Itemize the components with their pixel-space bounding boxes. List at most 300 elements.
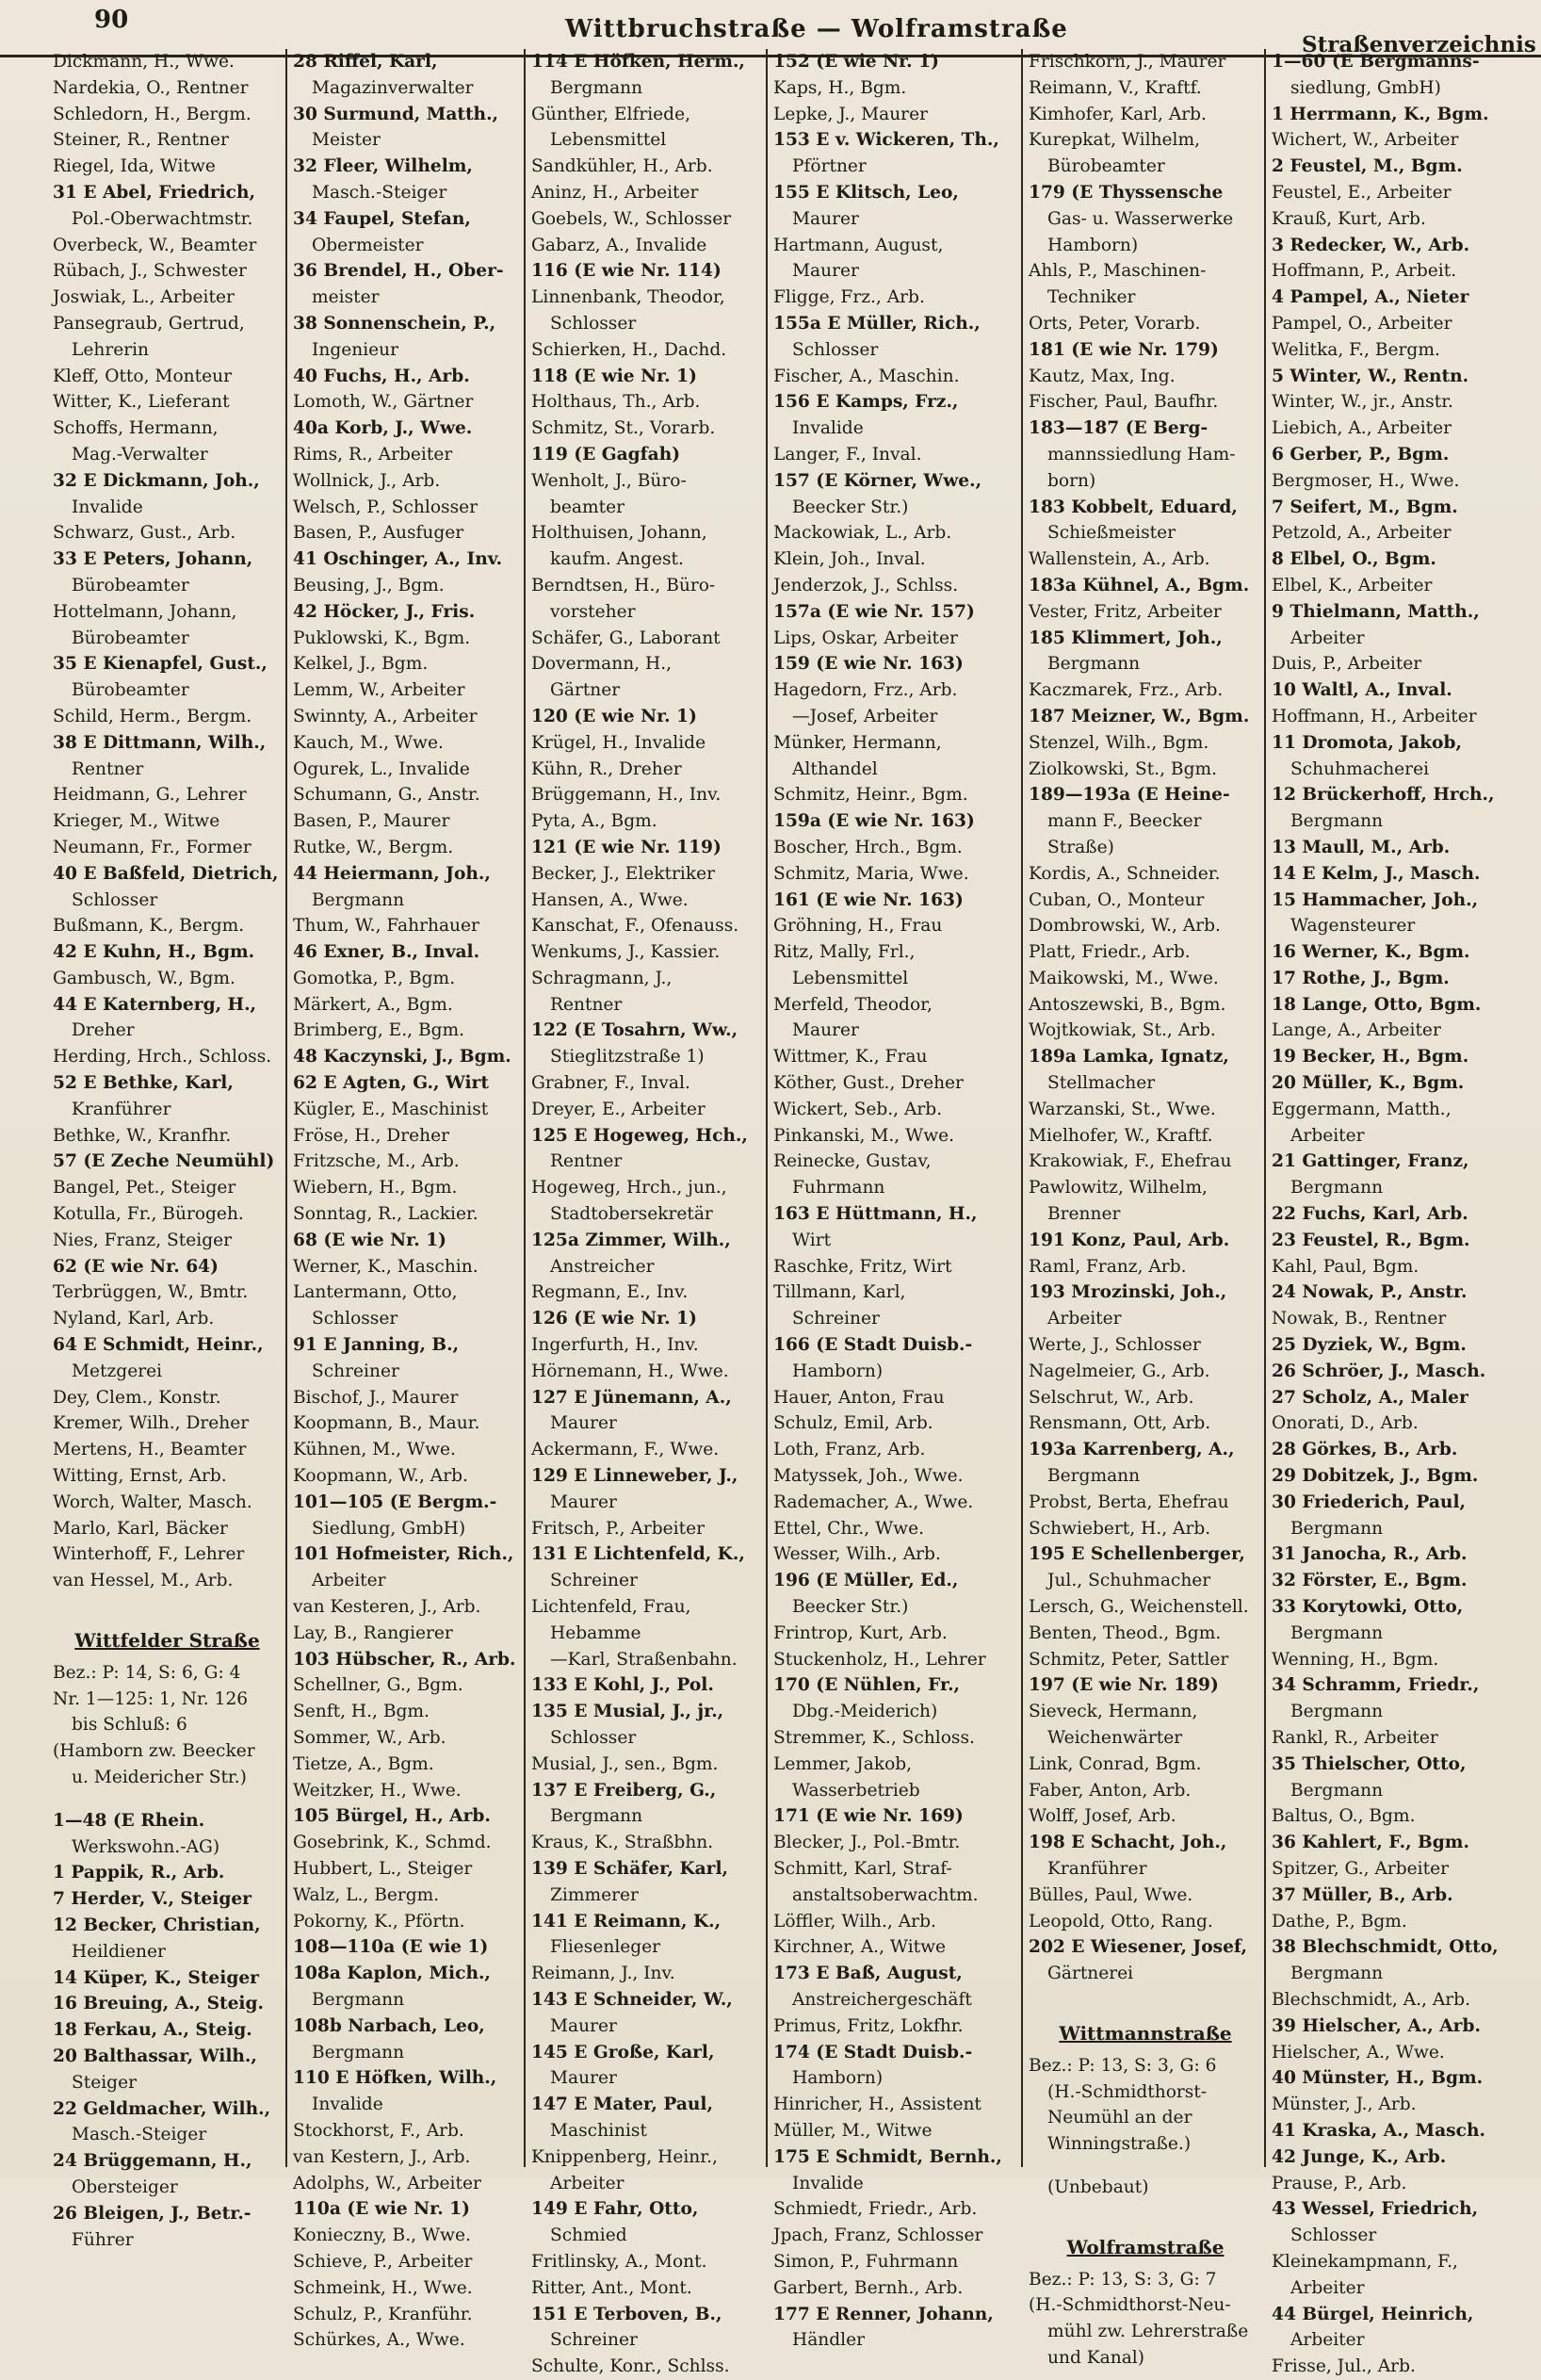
directory-entry: 3 Redecker, W., Arb. (1272, 235, 1470, 255)
directory-entry: Arbeiter (1290, 2277, 1365, 2298)
directory-entry: 62 E Agten, G., Wirt (293, 1073, 489, 1094)
directory-entry: Kühn, R., Dreher (531, 758, 682, 779)
directory-entry: Fröse, H., Dreher (293, 1125, 449, 1146)
directory-entry: Stadtobersekretär (550, 1204, 713, 1225)
directory-entry: 108—110a (E wie 1) (293, 1937, 489, 1958)
directory-entry: Welitka, F., Bergm. (1272, 339, 1440, 360)
directory-entry: Maurer (792, 261, 859, 282)
directory-entry: Kleff, Otto, Monteur (53, 366, 232, 386)
directory-entry: Aninz, H., Arbeiter (531, 182, 699, 203)
directory-entry: Märkert, A., Bgm. (293, 994, 453, 1015)
directory-entry: Wasserbetrieb (792, 1780, 920, 1801)
street-info: Bez.: P: 14, S: 6, G: 4 (53, 1662, 241, 1683)
directory-entry: Kautz, Max, Ing. (1029, 366, 1176, 386)
directory-entry: 129 E Linneweber, J., (531, 1466, 738, 1487)
directory-entry: Winningstraße.) (1047, 2134, 1192, 2155)
directory-entry: Gas- u. Wasserwerke (1047, 208, 1234, 229)
directory-entry: 32 Fleer, Wilhelm, (293, 156, 473, 177)
directory-entry: Dbg.-Meiderich) (792, 1702, 938, 1722)
directory-entry: Stuckenholz, H., Lehrer (773, 1649, 986, 1670)
directory-entry: Linnenbank, Theodor, (531, 287, 725, 308)
directory-entry: Link, Conrad, Bgm. (1029, 1753, 1202, 1774)
directory-entry: 139 E Schäfer, Karl, (531, 1858, 729, 1879)
directory-entry: Wenholt, J., Büro- (531, 470, 687, 491)
directory-entry: Schlosser (312, 1309, 398, 1329)
directory-entry: Anstreicher (550, 1256, 655, 1277)
directory-entry: Bergmann (1047, 654, 1141, 675)
directory-entry: Schreiner (312, 1361, 399, 1381)
directory-entry: 6 Gerber, P., Bgm. (1272, 444, 1450, 465)
directory-entry: Schoffs, Hermann, (53, 418, 219, 439)
directory-entry: Maurer (550, 2068, 617, 2089)
directory-entry: 35 Thielscher, Otto, (1272, 1753, 1467, 1774)
directory-entry: 1 Herrmann, K., Bgm. (1272, 104, 1489, 124)
directory-entry: und Kanal) (1047, 2347, 1145, 2368)
directory-entry: Bergmann (1290, 811, 1384, 832)
directory-entry: 170 (E Nühlen, Fr., (773, 1675, 961, 1696)
directory-entry: Lomoth, W., Gärtner (293, 392, 474, 413)
directory-entry: Bergmann (1290, 1622, 1384, 1643)
directory-entry: 120 (E wie Nr. 1) (531, 706, 697, 726)
directory-entry: Cuban, O., Monteur (1029, 889, 1205, 910)
directory-entry: Kahl, Paul, Bgm. (1272, 1256, 1419, 1277)
directory-entry: Bergmann (312, 1989, 405, 2010)
directory-entry: 173 E Baß, August, (773, 1964, 963, 1984)
directory-entry: Rübach, J., Schwester (53, 261, 247, 282)
directory-entry: Merfeld, Theodor, (773, 994, 933, 1015)
directory-entry: Maurer (792, 1020, 859, 1041)
directory-entry: Lehrerin (72, 339, 150, 360)
directory-entry: Krügel, H., Invalide (531, 732, 706, 753)
directory-entry: 197 (E wie Nr. 189) (1029, 1675, 1219, 1696)
directory-entry: Fligge, Frz., Arb. (773, 287, 925, 308)
directory-entry: Hubbert, L., Steiger (293, 1858, 473, 1879)
directory-entry: Bergmann (1290, 1702, 1384, 1722)
directory-entry: Schlosser (1290, 2225, 1377, 2246)
directory-entry: Ingenieur (312, 339, 399, 360)
directory-entry: 33 E Peters, Johann, (53, 549, 253, 570)
directory-entry: Schulz, P., Kranführ. (293, 2304, 473, 2324)
directory-entry: Blechschmidt, A., Arb. (1272, 1989, 1470, 2010)
directory-entry: Musial, J., sen., Bgm. (531, 1753, 719, 1774)
directory-entry: Bergmoser, H., Wwe. (1272, 470, 1460, 491)
directory-entry: Nowak, B., Rentner (1272, 1309, 1447, 1329)
directory-entry: Bergmann (1290, 1178, 1384, 1198)
directory-entry: Zimmerer (550, 1884, 639, 1905)
directory-entry: Straße) (1047, 837, 1114, 857)
directory-entry: Senft, H., Bgm. (293, 1702, 430, 1722)
directory-entry: Weichenwärter (1047, 1728, 1183, 1748)
directory-entry: 183 Kobbelt, Eduard, (1029, 497, 1238, 517)
directory-entry: 8 Elbel, O., Bgm. (1272, 549, 1436, 570)
directory-entry: Anstreichergeschäft (792, 1989, 972, 2010)
directory-entry: Berndtsen, H., Büro- (531, 575, 716, 595)
directory-entry: Onorati, D., Arb. (1272, 1413, 1419, 1434)
directory-entry: Hauer, Anton, Frau (773, 1387, 945, 1408)
directory-entry: Bürobeamter (1047, 156, 1165, 177)
page-title: Wittbruchstraße — Wolframstraße (565, 15, 1068, 43)
directory-entry: Köther, Gust., Dreher (773, 1073, 964, 1094)
section-title: Straßenverzeichnis (1302, 32, 1536, 57)
directory-entry: 143 E Schneider, W., (531, 1989, 733, 2010)
directory-entry: Witting, Ernst, Arb. (53, 1466, 227, 1487)
directory-entry: 14 E Kelm, J., Masch. (1272, 863, 1481, 884)
directory-entry: Terbrüggen, W., Bmtr. (53, 1282, 249, 1303)
directory-entry: 22 Geldmacher, Wilh., (53, 2098, 271, 2119)
directory-entry: mühl zw. Lehrerstraße (1047, 2322, 1249, 2342)
directory-entry: Meister (312, 130, 381, 151)
directory-entry: Gabarz, A., Invalide (531, 235, 707, 255)
directory-entry: 42 Höcker, J., Fris. (293, 601, 476, 622)
directory-entry: Schmitt, Karl, Straf- (773, 1858, 952, 1879)
directory-entry: 156 E Kamps, Frz., (773, 392, 959, 413)
directory-entry: 28 Riffel, Karl, (293, 52, 438, 72)
directory-entry: mann F., Beecker (1047, 811, 1202, 832)
directory-entry: 12 Brückerhoff, Hrch., (1272, 785, 1495, 806)
directory-entry: Raschke, Fritz, Wirt (773, 1256, 952, 1277)
directory-entry: Werkswohn.-AG) (72, 1836, 220, 1857)
directory-entry: born) (1047, 470, 1096, 491)
directory-entry: 32 E Dickmann, Joh., (53, 470, 260, 491)
directory-entry: Wickert, Seb., Arb. (773, 1099, 943, 1119)
directory-entry: Wollnick, J., Arb. (293, 470, 441, 491)
directory-entry: Loth, Franz, Arb. (773, 1440, 926, 1460)
directory-entry: Probst, Berta, Ehefrau (1029, 1492, 1229, 1512)
directory-entry: Hörnemann, H., Wwe. (531, 1361, 729, 1381)
directory-entry: Wesser, Wilh., Arb. (773, 1544, 941, 1565)
column-6 (1264, 49, 1503, 2377)
column-2 (285, 49, 522, 2351)
directory-entry: Schulte, Konr., Schlss. (531, 2356, 730, 2377)
directory-entry: Lemm, W., Arbeiter (293, 680, 465, 701)
directory-entry: Schwiebert, H., Arb. (1029, 1518, 1211, 1539)
directory-entry: Lemmer, Jakob, (773, 1753, 913, 1774)
directory-entry: 157 (E Körner, Wwe., (773, 470, 982, 491)
directory-entry: Warzanski, St., Wwe. (1029, 1099, 1216, 1119)
directory-entry: Fliesenleger (550, 1937, 661, 1958)
directory-entry: Pokorny, K., Pförtn. (293, 1911, 465, 1932)
directory-entry: Wagensteurer (1290, 916, 1416, 937)
directory-entry: Lips, Oskar, Arbeiter (773, 628, 958, 648)
directory-entry: Winter, W., jr., Anstr. (1272, 392, 1453, 413)
directory-entry: 26 Bleigen, J., Betr.- (53, 2203, 251, 2224)
directory-entry: 39 Hielscher, A., Arb. (1272, 2015, 1481, 2036)
directory-entry: 41 Oschinger, A., Inv. (293, 549, 503, 570)
directory-entry: Krakowiak, F., Ehefrau (1029, 1151, 1232, 1172)
directory-entry: Obermeister (312, 235, 424, 255)
directory-entry: 18 Lange, Otto, Bgm. (1272, 994, 1482, 1015)
directory-entry: 20 Müller, K., Bgm. (1272, 1073, 1465, 1094)
directory-entry: Maurer (792, 208, 859, 229)
directory-entry: Overbeck, W., Beamter (53, 235, 257, 255)
directory-entry: Rankl, R., Arbeiter (1272, 1728, 1438, 1748)
directory-entry: Dovermann, H., (531, 654, 673, 675)
directory-entry: 15 Hammacher, Joh., (1272, 889, 1479, 910)
directory-entry: 1—60 (E Bergmanns- (1272, 52, 1480, 72)
directory-entry: Rims, R., Arbeiter (293, 444, 453, 465)
directory-entry: 23 Feustel, R., Bgm. (1272, 1230, 1470, 1250)
directory-entry: Bangel, Pet., Steiger (53, 1178, 236, 1198)
directory-entry: 30 Surmund, Matth., (293, 104, 499, 124)
directory-entry: Holthuisen, Johann, (531, 523, 707, 544)
street-info: Bez.: P: 13, S: 3, G: 7 (1029, 2269, 1217, 2290)
directory-entry: 198 E Schacht, Joh., (1029, 1833, 1227, 1853)
directory-entry: 1—48 (E Rhein. (53, 1810, 205, 1831)
directory-entry: Worch, Walter, Masch. (53, 1492, 252, 1512)
directory-entry: Bürobeamter (72, 680, 189, 701)
directory-entry: Garbert, Bernh., Arb. (773, 2277, 964, 2298)
directory-entry: 189a Lamka, Ignatz, (1029, 1047, 1229, 1068)
column-4 (766, 49, 1019, 2351)
street-info: (H.-Schmidthorst-Neu- (1029, 2295, 1231, 2316)
directory-entry: 30 Friederich, Paul, (1272, 1492, 1466, 1512)
directory-entry: Konieczny, B., Wwe. (293, 2225, 471, 2246)
directory-entry: 157a (E wie Nr. 157) (773, 601, 975, 622)
directory-entry: 68 (E wie Nr. 1) (293, 1230, 446, 1250)
column-1 (53, 49, 282, 2250)
directory-entry: Jpach, Franz, Schlosser (773, 2225, 983, 2246)
directory-entry: Maurer (550, 1492, 617, 1512)
directory-entry: 125 E Hogeweg, Hch., (531, 1125, 748, 1146)
directory-entry: Hamborn) (792, 2068, 884, 2089)
directory-entry: 195 E Schellenberger, (1029, 1544, 1245, 1565)
directory-entry: Schmitz, St., Vorarb. (531, 418, 716, 439)
directory-entry: 57 (E Zeche Neumühl) (53, 1151, 275, 1172)
directory-entry: Feustel, E., Arbeiter (1272, 182, 1452, 203)
directory-entry: Maurer (550, 2015, 617, 2036)
directory-entry: 196 (E Müller, Ed., (773, 1571, 959, 1591)
directory-entry: Lichtenfeld, Frau, (531, 1597, 691, 1618)
directory-entry: Wojtkowiak, St., Arb. (1029, 1020, 1216, 1041)
directory-entry: Sandkühler, H., Arb. (531, 156, 713, 177)
directory-entry: 152 (E wie Nr. 1) (773, 52, 939, 72)
directory-entry: van Kestern, J., Arb. (293, 2146, 471, 2167)
directory-entry: 159 (E wie Nr. 163) (773, 654, 964, 675)
directory-entry: Hamborn) (1047, 235, 1139, 255)
directory-entry: Liebich, A., Arbeiter (1272, 418, 1452, 439)
directory-entry: Lay, B., Rangierer (293, 1622, 453, 1643)
directory-entry: Schmitz, Peter, Sattler (1029, 1649, 1229, 1670)
directory-entry: 174 (E Stadt Duisb.- (773, 2042, 973, 2062)
directory-entry: 181 (E wie Nr. 179) (1029, 339, 1219, 360)
directory-entry: Rentner (550, 994, 623, 1015)
directory-entry: Wallenstein, A., Arb. (1029, 549, 1210, 570)
directory-entry: meister (312, 287, 380, 308)
directory-entry: Invalide (792, 2173, 864, 2193)
directory-entry: Hebamme (550, 1622, 641, 1643)
directory-entry: 171 (E wie Nr. 169) (773, 1806, 964, 1827)
directory-entry: Schlosser (72, 889, 158, 910)
directory-entry: 36 Kahlert, F., Bgm. (1272, 1833, 1469, 1853)
directory-entry: Boscher, Hrch., Bgm. (773, 837, 963, 857)
directory-entry: Hielscher, A., Wwe. (1272, 2042, 1445, 2062)
street-info: (Hamborn zw. Beecker (53, 1741, 255, 1762)
directory-entry: Führer (72, 2229, 134, 2250)
directory-entry: 38 E Dittmann, Wilh., (53, 732, 267, 753)
directory-entry: Werte, J., Schlosser (1029, 1335, 1201, 1356)
directory-entry: Stremmer, K., Schloss. (773, 1728, 975, 1748)
directory-entry: Riegel, Ida, Witwe (53, 156, 216, 177)
directory-entry: Fritsch, P., Arbeiter (531, 1518, 705, 1539)
directory-entry: Weitzker, H., Wwe. (293, 1780, 462, 1801)
directory-entry: 122 (E Tosahrn, Ww., (531, 1020, 738, 1041)
directory-entry: Schreiner (792, 1309, 880, 1329)
directory-entry: 127 E Jünemann, A., (531, 1387, 732, 1408)
directory-entry: Pol.-Oberwachtmstr. (72, 208, 253, 229)
directory-entry: Schreiner (550, 2330, 638, 2351)
directory-entry: Schragmann, J., (531, 968, 673, 988)
directory-entry: Heildiener (72, 1941, 166, 1962)
directory-entry: Kelkel, J., Bgm. (293, 654, 429, 675)
directory-entry: 13 Maull, M., Arb. (1272, 837, 1451, 857)
directory-entry: 34 Faupel, Stefan, (293, 208, 471, 229)
directory-entry: 12 Becker, Christian, (53, 1915, 261, 1935)
directory-entry: Obersteiger (72, 2176, 178, 2197)
directory-entry: Maschinist (550, 2120, 647, 2141)
directory-entry: 33 Korytowki, Otto, (1272, 1597, 1464, 1618)
directory-entry: Ahls, P., Maschinen- (1029, 261, 1207, 282)
directory-entry: 121 (E wie Nr. 119) (531, 837, 722, 857)
directory-entry: 101—105 (E Bergm.- (293, 1492, 497, 1512)
directory-entry: Rutke, W., Bergm. (293, 837, 454, 857)
directory-entry: 40 E Baßfeld, Dietrich, (53, 863, 279, 884)
directory-entry: 38 Blechschmidt, Otto, (1272, 1937, 1499, 1958)
directory-entry: Lebensmittel (550, 130, 667, 151)
directory-entry: Brenner (1047, 1204, 1121, 1225)
directory-entry: bis Schluß: 6 (72, 1715, 187, 1736)
directory-entry: Kotulla, Fr., Bürogeh. (53, 1204, 244, 1225)
directory-entry: Reimann, V., Kraftf. (1029, 77, 1202, 98)
directory-entry: Nies, Franz, Steiger (53, 1230, 233, 1250)
directory-entry: 193 Mrozinski, Joh., (1029, 1282, 1227, 1303)
directory-entry: 40 Münster, H., Bgm. (1272, 2068, 1484, 2089)
directory-entry: 145 E Große, Karl, (531, 2042, 715, 2062)
directory-entry: Schierken, H., Dachd. (531, 339, 727, 360)
directory-entry: Becker, J., Elektriker (531, 863, 716, 884)
directory-entry: Dombrowski, W., Arb. (1029, 916, 1221, 937)
directory-entry: Hartmann, August, (773, 235, 944, 255)
directory-entry: Schuhmacherei (1290, 758, 1430, 779)
directory-entry: Tietze, A., Bgm. (293, 1753, 434, 1774)
directory-entry: 40 Fuchs, H., Arb. (293, 366, 470, 386)
directory-entry: 185 Klimmert, Joh., (1029, 628, 1223, 648)
directory-entry: Krauß, Kurt, Arb. (1272, 208, 1426, 229)
directory-entry: 14 Küper, K., Steiger (53, 1967, 259, 1988)
directory-entry: Fuhrmann (792, 1178, 885, 1198)
directory-entry: 28 Görkes, B., Arb. (1272, 1440, 1458, 1460)
directory-entry: Ritter, Ant., Mont. (531, 2277, 692, 2298)
column-5 (1021, 49, 1262, 2368)
directory-entry: Brüggemann, H., Inv. (531, 785, 722, 806)
directory-entry: 155 E Klitsch, Leo, (773, 182, 959, 203)
directory-entry: Münker, Hermann, (773, 732, 942, 753)
directory-entry: 16 Werner, K., Bgm. (1272, 942, 1470, 963)
directory-entry: Brimberg, E., Bgm. (293, 1020, 465, 1041)
directory-entry: Bergmann (1290, 1780, 1384, 1801)
directory-entry: 38 Sonnenschein, P., (293, 313, 496, 334)
directory-entry: Frisse, Jul., Arb. (1272, 2356, 1416, 2377)
directory-entry: Stellmacher (1047, 1073, 1156, 1094)
directory-entry: Kügler, E., Maschinist (293, 1099, 489, 1119)
directory-entry: 41 Kraska, A., Masch. (1272, 2120, 1485, 2141)
directory-entry: Kranführer (1047, 1858, 1147, 1879)
directory-entry: Gärtner (550, 680, 621, 701)
directory-entry: Lantermann, Otto, (293, 1282, 458, 1303)
directory-entry: Gomotka, P., Bgm. (293, 968, 456, 988)
directory-entry: Neumann, Fr., Former (53, 837, 251, 857)
directory-entry: Baltus, O., Bgm. (1272, 1806, 1416, 1827)
directory-entry: Siedlung, GmbH) (312, 1518, 466, 1539)
directory-entry: Joswiak, L., Arbeiter (53, 287, 235, 308)
directory-entry: 189—193a (E Heine- (1029, 785, 1230, 806)
directory-entry: 11 Dromota, Jakob, (1272, 732, 1462, 753)
directory-entry: Günther, Elfriede, (531, 104, 690, 124)
directory-entry: Gosebrink, K., Schmd. (293, 1833, 492, 1853)
directory-entry: Bergmann (312, 2042, 405, 2062)
directory-entry: Kirchner, A., Witwe (773, 1937, 947, 1958)
directory-entry: 37 Müller, B., Arb. (1272, 1884, 1453, 1905)
directory-entry: Kurepkat, Wilhelm, (1029, 130, 1201, 151)
directory-entry: Stenzel, Wilh., Bgm. (1029, 732, 1209, 753)
directory-entry: Sommer, W., Arb. (293, 1728, 446, 1748)
directory-entry: Beusing, J., Bgm. (293, 575, 445, 595)
directory-entry: Schumann, G., Anstr. (293, 785, 480, 806)
directory-entry: 161 (E wie Nr. 163) (773, 889, 964, 910)
directory-entry: Bürobeamter (72, 628, 189, 648)
directory-entry: Rademacher, A., Wwe. (773, 1492, 974, 1512)
directory-entry: 163 E Hüttmann, H., (773, 1204, 978, 1225)
directory-entry: 44 Bürgel, Heinrich, (1272, 2304, 1474, 2324)
directory-entry: Kaczmarek, Frz., Arb. (1029, 680, 1224, 701)
directory-entry: Schießmeister (1047, 523, 1176, 544)
directory-entry: 44 Heiermann, Joh., (293, 863, 491, 884)
directory-entry: 147 E Mater, Paul, (531, 2095, 713, 2115)
directory-entry: 42 E Kuhn, H., Bgm. (53, 942, 255, 963)
directory-entry: Steiner, R., Rentner (53, 130, 229, 151)
directory-entry: Prause, P., Arb. (1272, 2173, 1407, 2193)
directory-entry: Kühnen, M., Wwe. (293, 1440, 456, 1460)
directory-entry: 48 Kaczynski, J., Bgm. (293, 1047, 511, 1068)
directory-entry: 151 E Terboven, B., (531, 2304, 722, 2324)
directory-entry: Schwarz, Gust., Arb. (53, 523, 236, 544)
directory-entry: 193a Karrenberg, A., (1029, 1440, 1235, 1460)
directory-entry: Reinecke, Gustav, (773, 1151, 932, 1172)
directory-entry: 34 Schramm, Friedr., (1272, 1675, 1480, 1696)
directory-entry: 177 E Renner, Johann, (773, 2304, 994, 2324)
column-3 (524, 49, 764, 2377)
directory-entry: Gröhning, H., Frau (773, 916, 943, 937)
directory-entry: Maurer (550, 1413, 617, 1434)
directory-entry: Wirt (792, 1230, 832, 1250)
directory-entry: Herding, Hrch., Schloss. (53, 1047, 272, 1068)
directory-entry: 183a Kühnel, A., Bgm. (1029, 575, 1250, 595)
directory-entry: Jul., Schuhmacher (1047, 1571, 1211, 1591)
directory-entry: Basen, P., Maurer (293, 811, 450, 832)
page-number: 90 (94, 6, 129, 34)
directory-entry: Regmann, E., Inv. (531, 1282, 689, 1303)
directory-entry: Masch.-Steiger (312, 182, 447, 203)
directory-entry: Pinkanski, M., Wwe. (773, 1125, 955, 1146)
directory-entry: Krieger, M., Witwe (53, 811, 220, 832)
directory-entry: 110 E Höfken, Wilh., (293, 2068, 497, 2089)
directory-entry: 25 Dyziek, W., Bgm. (1272, 1335, 1467, 1356)
directory-entry: Basen, P., Ausfuger (293, 523, 464, 544)
directory-entry: 10 Waltl, A., Inval. (1272, 680, 1452, 701)
directory-entry: 159a (E wie Nr. 163) (773, 811, 975, 832)
directory-entry: Schieve, P., Arbeiter (293, 2251, 473, 2272)
directory-entry: 40a Korb, J., Wwe. (293, 418, 473, 439)
directory-entry: Bethke, W., Kranfhr. (53, 1125, 232, 1146)
